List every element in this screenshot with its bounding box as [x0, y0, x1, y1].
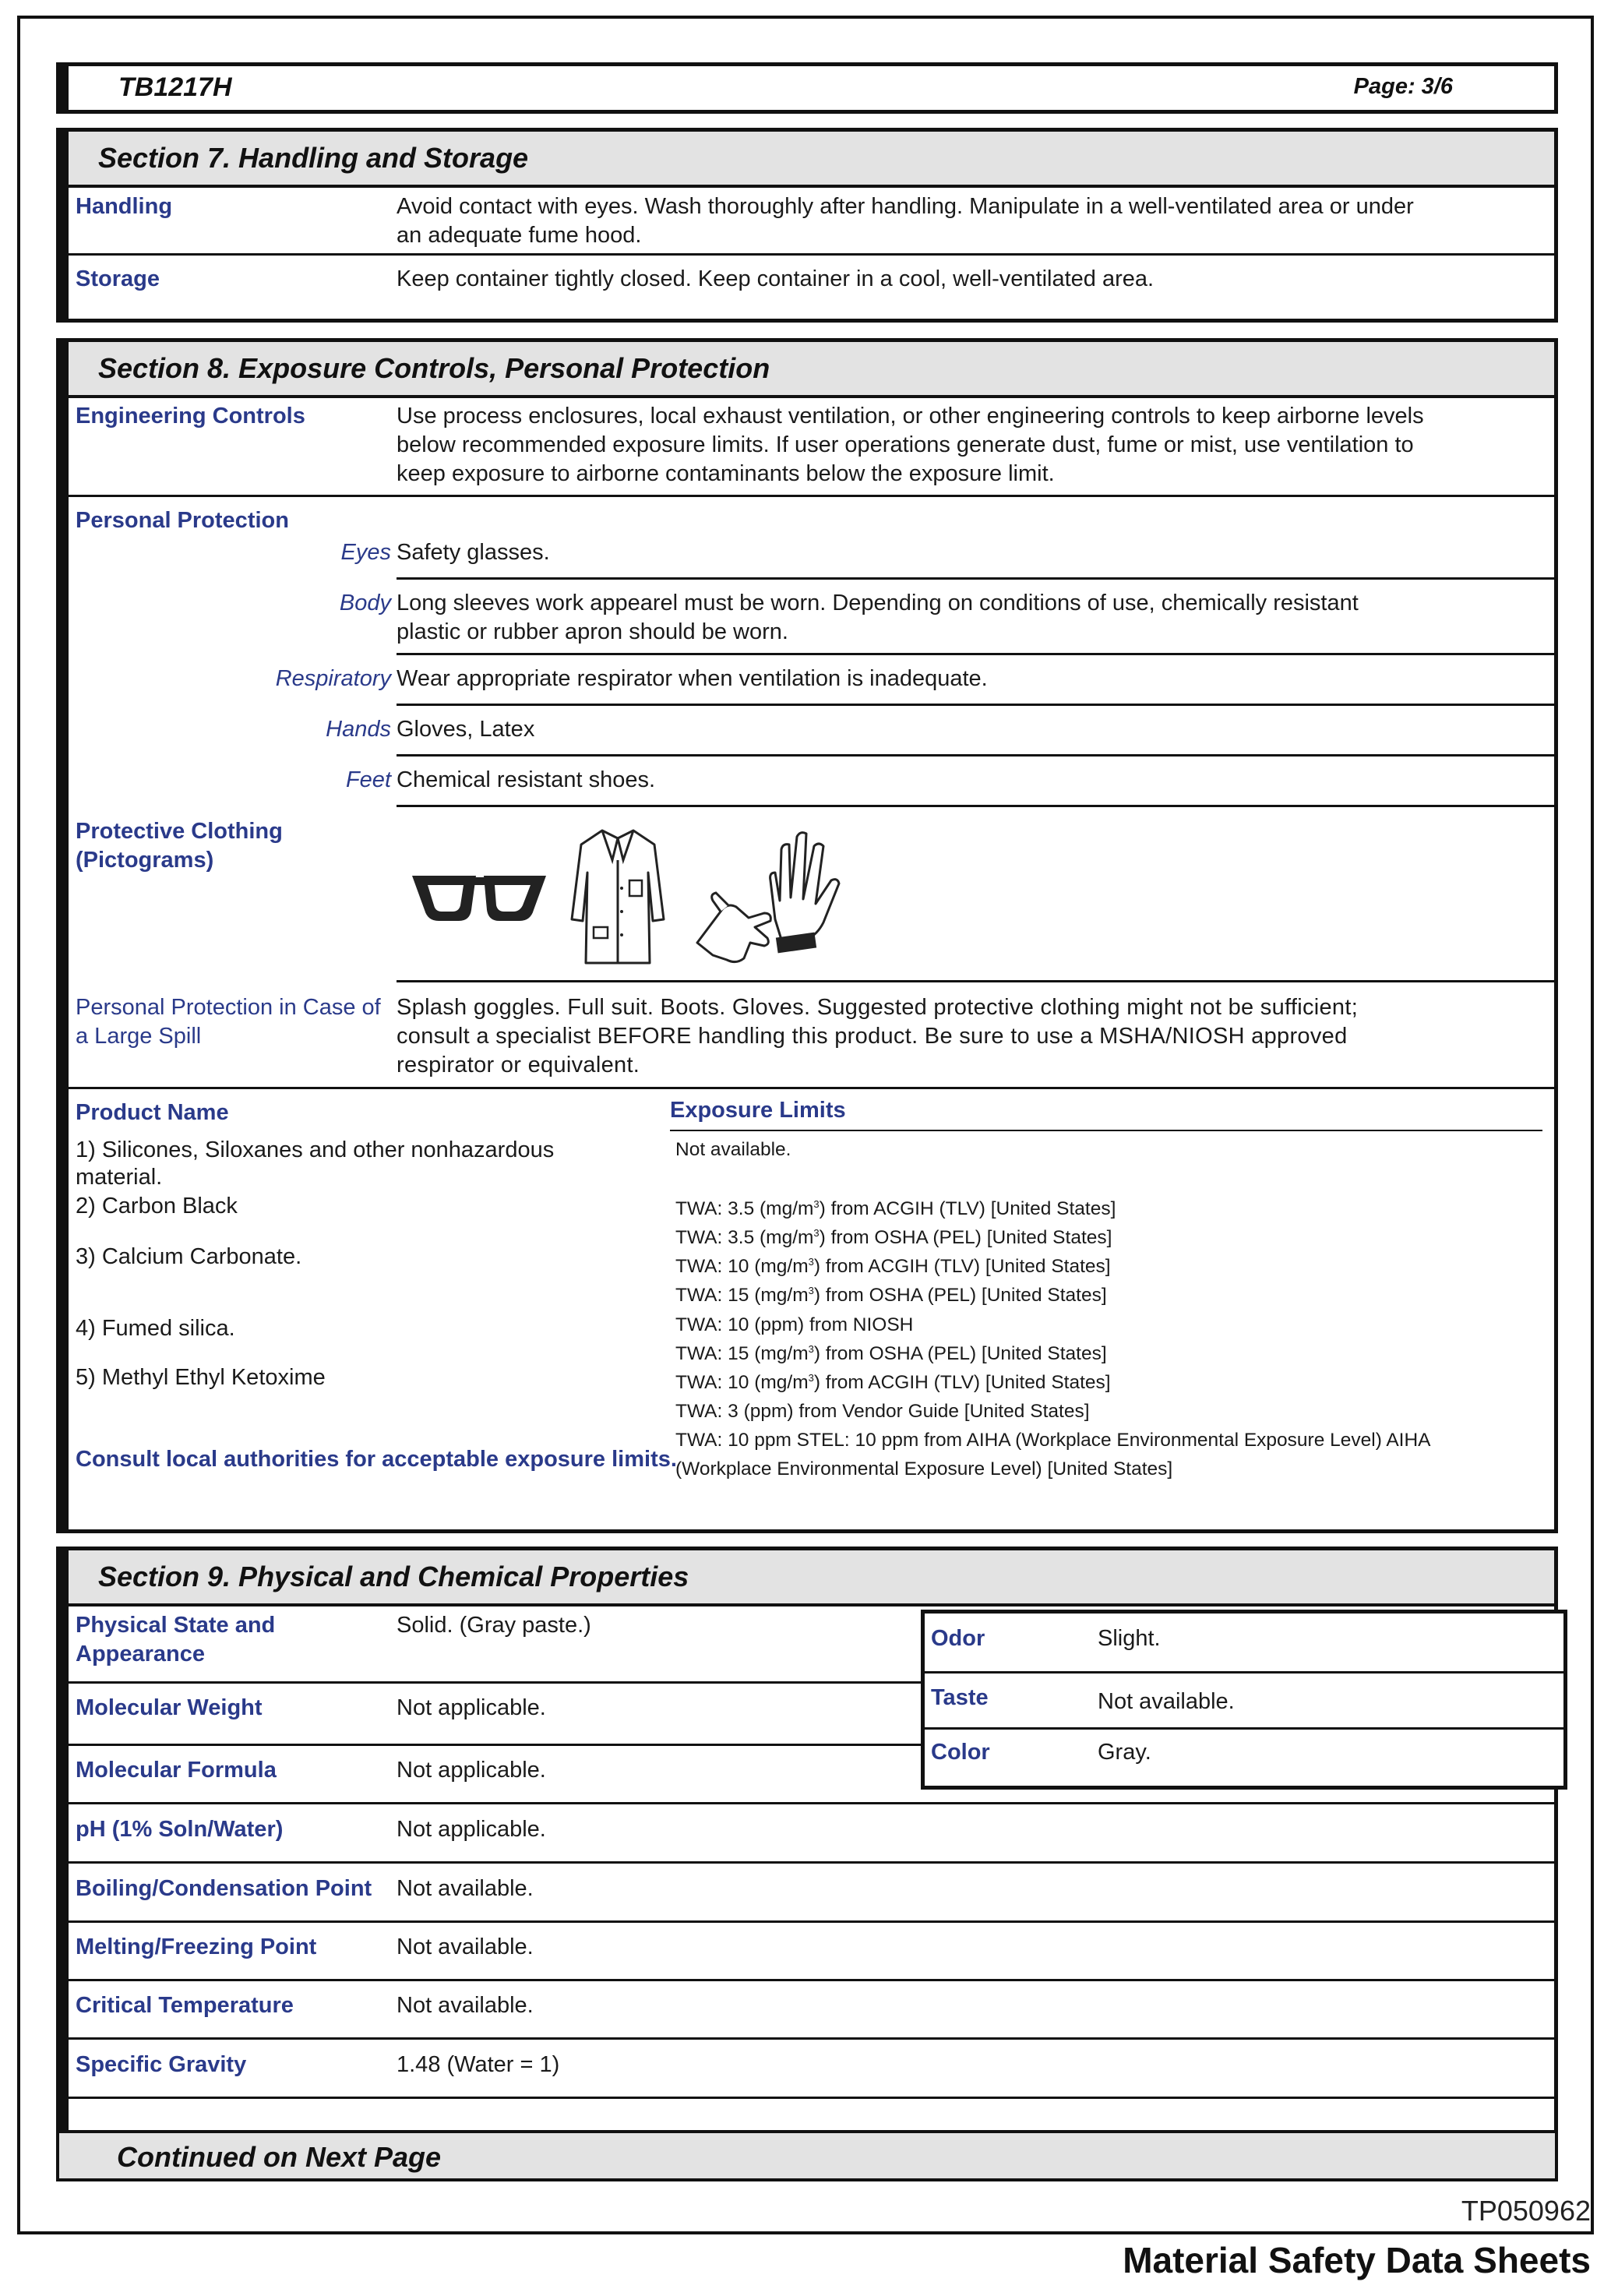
- molecular-weight-value: Not applicable.: [397, 1695, 546, 1720]
- limit-line: TWA: 15 $(mg/m^3)$ from OSHA (PEL) [United States]: [675, 1342, 1107, 1364]
- specific-gravity-value: 1.48 (Water = 1): [397, 2052, 560, 2077]
- protective-clothing-label: Protective Clothing (Pictograms): [76, 819, 283, 873]
- divider: [69, 1920, 1555, 1923]
- hands-label: Hands: [326, 717, 391, 742]
- divider: [69, 1744, 922, 1746]
- exposure-limits-header: Exposure Limits: [670, 1098, 846, 1123]
- divider: [397, 754, 1555, 757]
- doc-header: [56, 62, 1558, 114]
- divider: [69, 2037, 1555, 2040]
- divider: [69, 1681, 922, 1684]
- continued-bar: [56, 2130, 1558, 2181]
- divider: [69, 1802, 1555, 1804]
- limit-line: TWA: 10 $(mg/m^3)$ from ACGIH (TLV) [United States]: [675, 1371, 1111, 1394]
- handling-value: Avoid contact with eyes. Wash thoroughly after handling. Manipulate in a well-ventilated area or under an adequate fume hood.: [397, 194, 1414, 248]
- color-value: Gray.: [1098, 1740, 1151, 1765]
- engineering-controls-label: Engineering Controls: [76, 404, 305, 429]
- storage-label: Storage: [76, 266, 160, 291]
- exposure-limit-not-available: Not available.: [675, 1139, 791, 1160]
- boiling-point-value: Not available.: [397, 1876, 534, 1901]
- divider: [925, 1671, 1563, 1674]
- personal-protection-label: Personal Protection: [76, 508, 289, 533]
- divider: [925, 1727, 1563, 1730]
- divider: [397, 577, 1555, 580]
- divider: [69, 1979, 1555, 1981]
- large-spill-label: Personal Protection in Case of a Large Spill: [76, 995, 381, 1049]
- divider: [69, 1861, 1555, 1864]
- divider: [670, 1130, 1542, 1131]
- limit-line: TWA: 10 ppm STEL: 10 ppm from AIHA (Workplace Environmental Exposure Level) AIHA: [675, 1430, 1431, 1451]
- product-name-header: Product Name: [76, 1100, 229, 1125]
- feet-label: Feet: [345, 767, 391, 792]
- physical-state-value: Solid. (Gray paste.): [397, 1613, 591, 1638]
- limit-line: (Workplace Environmental Exposure Level) [United States]: [675, 1458, 1173, 1480]
- hands-value: Gloves, Latex: [397, 717, 535, 742]
- ph-value: Not applicable.: [397, 1817, 546, 1842]
- section-title: Section 9. Physical and Chemical Properties: [69, 1550, 1554, 1606]
- divider: [69, 1087, 1555, 1089]
- exposure-limits-list: [675, 1192, 1431, 1482]
- safety-glasses-icon: [409, 866, 549, 929]
- continued-text: Continued on Next Page: [117, 2141, 442, 2173]
- critical-temperature-label: Critical Temperature: [76, 1993, 294, 2018]
- limit-line: TWA: 10 (ppm) from NIOSH: [675, 1314, 914, 1335]
- properties-sidebox: [921, 1610, 1567, 1790]
- doc-id: TB1217H: [118, 72, 232, 102]
- molecular-weight-label: Molecular Weight: [76, 1695, 263, 1720]
- divider: [397, 704, 1555, 706]
- divider: [69, 2097, 1555, 2099]
- respiratory-label: Respiratory: [275, 666, 391, 691]
- divider: [397, 805, 1555, 807]
- footer-title: Material Safety Data Sheets: [1123, 2240, 1591, 2280]
- large-spill-value: Splash goggles. Full suit. Boots. Gloves. Suggested protective clothing might not be sufficient; consult a specialist BEFORE handling this product. Be sure to use a MSHA/NIOSH approved respirator or equivalent.: [397, 995, 1359, 1077]
- page-number: Page: 3/6: [1353, 74, 1453, 99]
- engineering-controls-value: Use process enclosures, local exhaust ventilation, or other engineering controls to keep airborne levels below recommended exposure limits. If user operations generate dust, fume or mist, use ventilation to keep exposure to airborne contaminants below the exposure limit.: [397, 404, 1424, 486]
- odor-value: Slight.: [1098, 1626, 1161, 1651]
- limit-line: TWA: 15 $(mg/m^3)$ from OSHA (PEL) [United States]: [675, 1285, 1107, 1307]
- storage-value: Keep container tightly closed. Keep container in a cool, well-ventilated area.: [397, 266, 1154, 291]
- limit-line: TWA: 3 (ppm) from Vendor Guide [United States]: [675, 1401, 1090, 1423]
- odor-label: Odor: [931, 1626, 985, 1651]
- boiling-point-label: Boiling/Condensation Point: [76, 1876, 372, 1901]
- melting-point-label: Melting/Freezing Point: [76, 1934, 317, 1959]
- molecular-formula-value: Not applicable.: [397, 1758, 546, 1783]
- limit-line: TWA: 3.5 $(mg/m^3)$ from OSHA (PEL) [United States]: [675, 1227, 1112, 1249]
- limit-line: TWA: 3.5 $(mg/m^3)$ from ACGIH (TLV) [United States]: [675, 1198, 1116, 1220]
- melting-point-value: Not available.: [397, 1934, 534, 1959]
- doc-code: TP050962: [1461, 2195, 1591, 2227]
- divider: [397, 653, 1555, 655]
- divider: [69, 253, 1555, 256]
- specific-gravity-label: Specific Gravity: [76, 2052, 247, 2077]
- eyes-label: Eyes: [340, 540, 391, 565]
- color-label: Color: [931, 1740, 990, 1765]
- divider: [397, 980, 1555, 982]
- consult-note: Consult local authorities for acceptable exposure limits.: [76, 1447, 677, 1472]
- taste-value: Not available.: [1098, 1689, 1235, 1714]
- limit-line: TWA: 10 $(mg/m^3)$ from ACGIH (TLV) [United States]: [675, 1256, 1111, 1278]
- taste-label: Taste: [931, 1685, 989, 1710]
- feet-value: Chemical resistant shoes.: [397, 767, 656, 792]
- section-title: Section 8. Exposure Controls, Personal Protection: [69, 342, 1554, 398]
- gloves-icon: [689, 826, 845, 966]
- respiratory-value: Wear appropriate respirator when ventilation is inadequate.: [397, 666, 988, 691]
- eyes-value: Safety glasses.: [397, 540, 550, 565]
- handling-label: Handling: [76, 194, 173, 219]
- lab-coat-icon: [567, 826, 668, 966]
- section-title: Section 7. Handling and Storage: [69, 132, 1554, 188]
- ph-label: pH (1% Soln/Water): [76, 1817, 284, 1842]
- critical-temperature-value: Not available.: [397, 1993, 534, 2018]
- molecular-formula-label: Molecular Formula: [76, 1758, 277, 1783]
- divider: [69, 495, 1555, 497]
- body-value: Long sleeves work appearel must be worn. Depending on conditions of use, chemically resistant plastic or rubber apron should be worn.: [397, 591, 1359, 644]
- physical-state-label: Physical State and Appearance: [76, 1613, 276, 1666]
- body-label: Body: [339, 591, 391, 615]
